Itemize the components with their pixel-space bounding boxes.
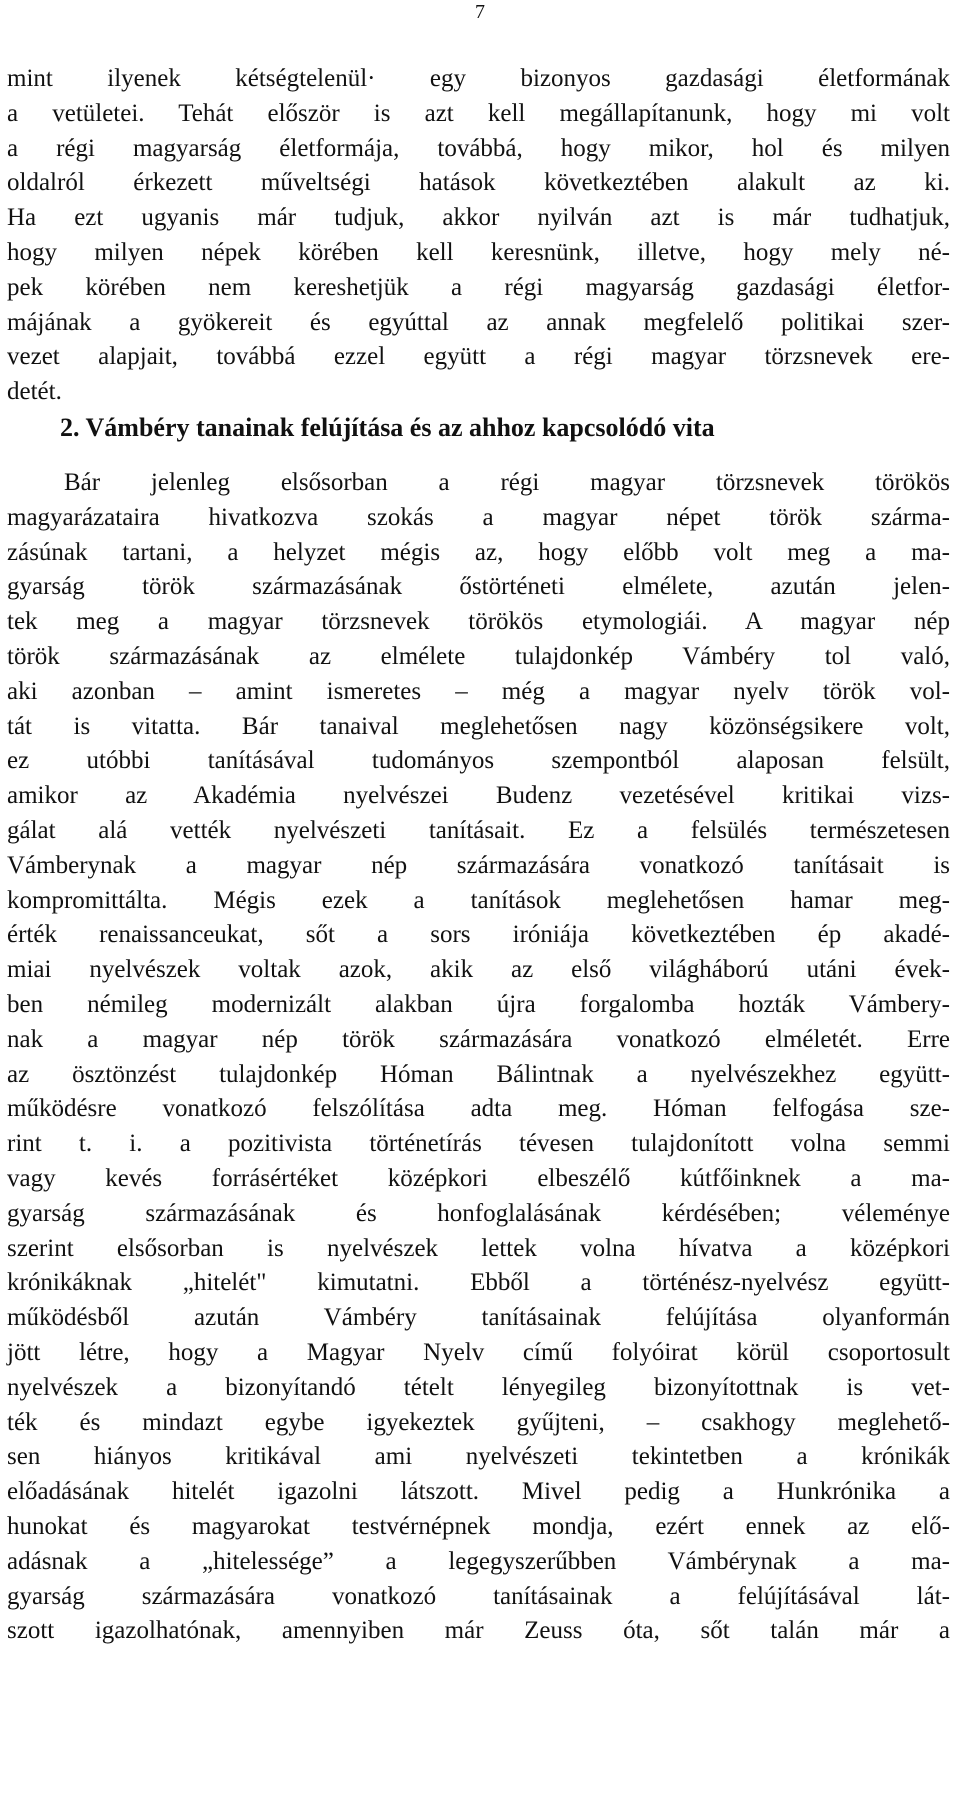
text-line: a vetületei. Tehát először is azt kell megállapítanunk, hogy mi volt [7, 99, 950, 127]
paragraph-intro [7, 62, 950, 410]
text-line: oldalról érkezett műveltségi hatások következtében alakult az ki. [7, 169, 950, 197]
text-line: májának a gyökereit és egyúttal az annak megfelelő politikai szer- [7, 308, 950, 336]
text-line: működésből azután Vámbéry tanításainak felújítása olyanformán [7, 1304, 950, 1332]
text-line: adásnak a „hitelessége” a legegyszerűbben Vámbérynak a ma- [7, 1547, 950, 1575]
text-line: tek meg a magyar törzsnevek törökös etymologiái. A magyar nép [7, 608, 950, 636]
paragraph-main [7, 466, 950, 1649]
text-line: gálat alá vették nyelvészeti tanításait. Ez a felsülés természetesen [7, 816, 950, 844]
text-line: Vámberynak a magyar nép származására vonatkozó tanításait is [7, 851, 950, 879]
text-line: szerint elsősorban is nyelvészek lettek volna hívatva a középkori [7, 1234, 950, 1262]
text-line: hunokat és magyarokat testvérnépnek mondja, ezért ennek az elő- [7, 1512, 950, 1540]
text-line: gyarság származásának és honfoglalásának kérdésében; véleménye [7, 1199, 950, 1227]
text-line: tát is vitatta. Bár tanaival meglehetősen nagy közönségsikere volt, [7, 712, 950, 740]
text-line: magyarázataira hivatkozva szokás a magyar népet török szárma- [7, 503, 950, 531]
text-line: vagy kevés forrásértéket középkori elbeszélő kútfőinknek a ma- [7, 1164, 950, 1192]
text-line: miai nyelvészek voltak azok, akik az első világháború utáni évek- [7, 956, 950, 984]
text-line: nyelvészek a bizonyítandó tételt lényegileg bizonyítottnak is vet- [7, 1373, 950, 1401]
text-line: mint ilyenek kétségtelenül· egy bizonyos gazdasági életformának [7, 65, 950, 92]
text-line: Ha ezt ugyanis már tudjuk, akkor nyilván azt is már tudhatjuk, [7, 204, 950, 232]
text-line: előadásának hitelét igazolni látszott. Mivel pedig a Hunkrónika a [7, 1478, 950, 1506]
text-line: pek körében nem kereshetjük a régi magyarság gazdasági életfor- [7, 273, 950, 301]
text-line: a régi magyarság életformája, továbbá, hogy mikor, hol és milyen [7, 134, 950, 162]
text-line: ték és mindazt egybe igyekeztek gyűjteni, – csakhogy meglehető- [7, 1408, 950, 1436]
text-line: érték renaissanceukat, sőt a sors iróniája következtében ép akadé- [7, 921, 950, 949]
text-line: az ösztönzést tulajdonkép Hóman Bálintnak a nyelvészekhez együtt- [7, 1060, 950, 1088]
text-line: Bár jelenleg elsősorban a régi magyar törzsnevek törökös [64, 469, 950, 496]
text-line: kompromittálta. Mégis ezek a tanítások meglehetősen hamar meg- [7, 886, 950, 914]
text-line: ez utóbbi tanításával tudományos szempontból alaposan felsült, [7, 747, 950, 775]
text-line: hogy milyen népek körében kell keresnünk, illetve, hogy mely né- [7, 238, 950, 266]
text-line: zásúnak tartani, a helyzet mégis az, hogy előbb volt meg a ma- [7, 538, 950, 566]
text-line: nak a magyar nép török származására vonatkozó elméletét. Erre [7, 1025, 950, 1053]
text-line: aki azonban – amint ismeretes – még a magyar nyelv török vol- [7, 677, 950, 705]
text-line: amikor az Akadémia nyelvészei Budenz vezetésével kritikai vizs- [7, 782, 950, 810]
text-line: vezet alapjait, továbbá ezzel együtt a régi magyar törzsnevek ere- [7, 343, 950, 371]
text-line: krónikáknak „hitelét" kimutatni. Ebből a történész-nyelvész együtt- [7, 1269, 950, 1297]
text-line: sen hiányos kritikával ami nyelvészeti tekintetben a krónikák [7, 1443, 950, 1471]
text-line: ben némileg modernizált alakban újra forgalomba hozták Vámbery- [7, 990, 950, 1018]
text-line: működésre vonatkozó felszólítása adta meg. Hóman felfogása sze- [7, 1095, 950, 1123]
text-line: jött létre, hogy a Magyar Nyelv című folyóirat körül csoportosult [7, 1338, 950, 1366]
text-line: rint t. i. a pozitivista történetírás tévesen tulajdonított volna semmi [7, 1130, 950, 1158]
text-line: gyarság származására vonatkozó tanításainak a felújításával lát- [7, 1582, 950, 1610]
section-heading: 2. Vámbéry tanainak felújítása és az ahhoz kapcsolódó vita [60, 413, 715, 442]
text-line: detét. [7, 378, 62, 406]
text-line: gyarság török származásának őstörténeti elmélete, azután jelen- [7, 573, 950, 601]
text-line: szott igazolhatónak, amennyiben már Zeuss óta, sőt talán már a [7, 1617, 950, 1645]
page-number: 7 [475, 1, 485, 23]
text-line: török származásának az elmélete tulajdonkép Vámbéry tol való, [7, 642, 950, 670]
